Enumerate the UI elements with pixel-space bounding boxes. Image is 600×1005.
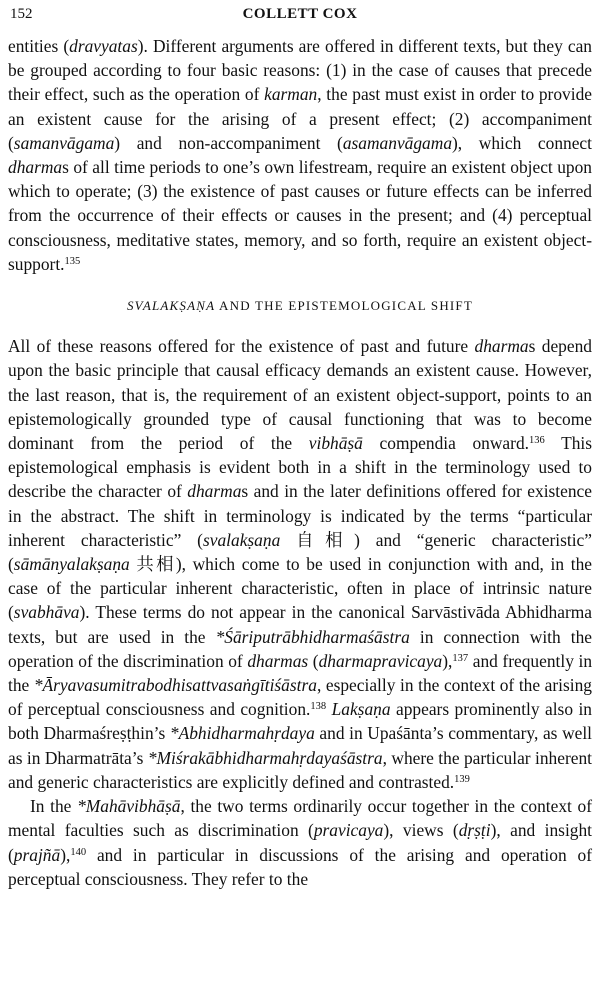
body-text bbox=[8, 34, 592, 891]
footnote-ref-138: 138 bbox=[310, 701, 327, 713]
text-run: , the past must exist in order to provide an existent cause for the arising of a present effect; (2) accompaniment ( bbox=[8, 84, 592, 153]
text-run: , the two terms ordinarily occur together in the context of mental faculties such as discrimination ( bbox=[8, 796, 592, 841]
text-run: and frequently in the bbox=[8, 650, 593, 696]
paragraph-1 bbox=[8, 34, 592, 276]
footnote-ref-136: 136 bbox=[528, 435, 545, 447]
running-head bbox=[8, 0, 592, 34]
footnote-ref-135: 135 bbox=[64, 255, 81, 267]
text-run: This epistemological emphasis is evident both in a shift in the terminology used to describe the character of bbox=[8, 433, 592, 502]
term-dharma: dharma bbox=[8, 157, 63, 178]
text-run: ) and “generic characteristic” ( bbox=[8, 529, 592, 575]
text-run: ( bbox=[308, 650, 319, 671]
text-run: and in Upaśānta’s commentary, as well as in Dharmatrāta’s bbox=[8, 723, 593, 768]
footnote-ref-139: 139 bbox=[454, 773, 470, 785]
text-run: ), which come to be used in conjunction with and, in the case of the particular inherent characteristic, often in place of intrinsic nature ( bbox=[8, 554, 592, 623]
text-run: ), bbox=[442, 650, 453, 671]
text-run: ), bbox=[60, 844, 71, 865]
title-misrakabhidharmahrdayasastra: *Miśrakābhidharmahṛdayaśāstra bbox=[147, 747, 383, 768]
paragraph-3 bbox=[8, 794, 592, 891]
section-heading-italic: SVALAKṢAṆA bbox=[126, 298, 216, 314]
page-number: 152 bbox=[10, 6, 33, 22]
term-pravicaya: pravicaya bbox=[313, 820, 384, 841]
term-samanyalaksana: sāmānyalakṣaṇa bbox=[13, 554, 130, 575]
section-heading bbox=[8, 294, 592, 318]
term-prajna: prajñā bbox=[13, 844, 61, 865]
text-run: and in particular in discussions of the arising and operation of perceptual consciousness. They refer to the bbox=[8, 844, 592, 889]
text-run: s depend upon the basic principle that causal efficacy demands an existent cause. However, the last reason, that is, the requirement of an existent object-support, points to an epistemologically grounded type of causal functioning that was to become dominant from the period of the bbox=[8, 336, 592, 454]
text-run: , especially in the context of the arising of perceptual consciousness and cognition. bbox=[8, 675, 592, 720]
cjk-term: 自相 bbox=[280, 529, 355, 550]
term-samanvagama: samanvāgama bbox=[13, 132, 115, 153]
title-abhidharmahrdaya: *Abhidharmahṛdaya bbox=[169, 723, 315, 744]
text-run: compendia onward. bbox=[362, 433, 529, 454]
term-dharma: dharma bbox=[187, 481, 242, 502]
term-svalaksana: svalakṣaṇa bbox=[202, 529, 281, 550]
term-dravyatas: dravyatas bbox=[69, 36, 138, 56]
paragraph-2 bbox=[8, 334, 592, 794]
footnote-ref-137: 137 bbox=[452, 652, 469, 664]
text-run: ). Different arguments are offered in different texts, but they can be grouped according to four basic reasons: (1) in the case of causes that precede their effect, such as the operation of bbox=[8, 36, 593, 105]
section-heading-rest: AND THE EPISTEMOLOGICAL SHIFT bbox=[215, 298, 474, 314]
running-title: COLLETT COX bbox=[242, 6, 358, 22]
term-karman: karman bbox=[264, 84, 318, 105]
title-sariputrabhidharmasastra: *Śāriputrābhidharmaśāstra bbox=[215, 626, 410, 647]
text-run: s of all time periods to one’s own lifestream, require an existent object upon which to operate; (3) the existence of past causes or future effects can be inferred from the occurrence of their effects or causes in the present; and (4) perceptual consciousness, meditative states, memory, and so forth, require an existent object-support. bbox=[8, 157, 592, 274]
footnote-ref-140: 140 bbox=[70, 846, 87, 858]
term-asamanvagama: asamanvāgama bbox=[342, 132, 453, 153]
term-dharma: dharma bbox=[474, 336, 529, 357]
text-run: ). These terms do not appear in the canonical Sarvāstivāda Abhidharma texts, but are used in the bbox=[8, 602, 592, 647]
term-dharmapravicaya: dharmapravicaya bbox=[318, 650, 443, 671]
term-dharmas: dharmas bbox=[247, 650, 309, 671]
text-run: ), which connect bbox=[452, 132, 592, 153]
term-svabhava: svabhāva bbox=[13, 602, 80, 623]
text-run: In the bbox=[30, 796, 78, 817]
text-run: entities ( bbox=[8, 36, 70, 56]
text-run: appears prominently also in both Dharmaśreṣṭhin’s bbox=[8, 699, 592, 744]
title-aryavasumitra: *Āryavasumitrabodhisattvasaṅgītiśāstra bbox=[33, 675, 317, 696]
text-run: s and in the later definitions offered for existence in the abstract. The shift in terminology is indicated by the terms “particular inherent characteristic” ( bbox=[8, 481, 592, 550]
text-run: ), views ( bbox=[383, 820, 459, 841]
term-laksana: Lakṣaṇa bbox=[331, 699, 391, 720]
text-run: ) and non-accompaniment ( bbox=[114, 132, 343, 153]
title-mahavibhasa: *Mahāvibhāṣā bbox=[77, 796, 181, 817]
term-drsti: dṛṣṭi bbox=[458, 820, 491, 841]
term-vibhasa: vibhāṣā bbox=[308, 433, 363, 454]
text-run: All of these reasons offered for the existence of past and future bbox=[8, 336, 475, 357]
text-run: in connection with the operation of the discrimination of bbox=[8, 626, 592, 671]
cjk-term: 共相 bbox=[129, 554, 176, 575]
text-run: , where the particular inherent and generic characteristics are explicitly defined and contrasted. bbox=[8, 747, 593, 792]
text-run: ), and insight ( bbox=[8, 820, 593, 865]
